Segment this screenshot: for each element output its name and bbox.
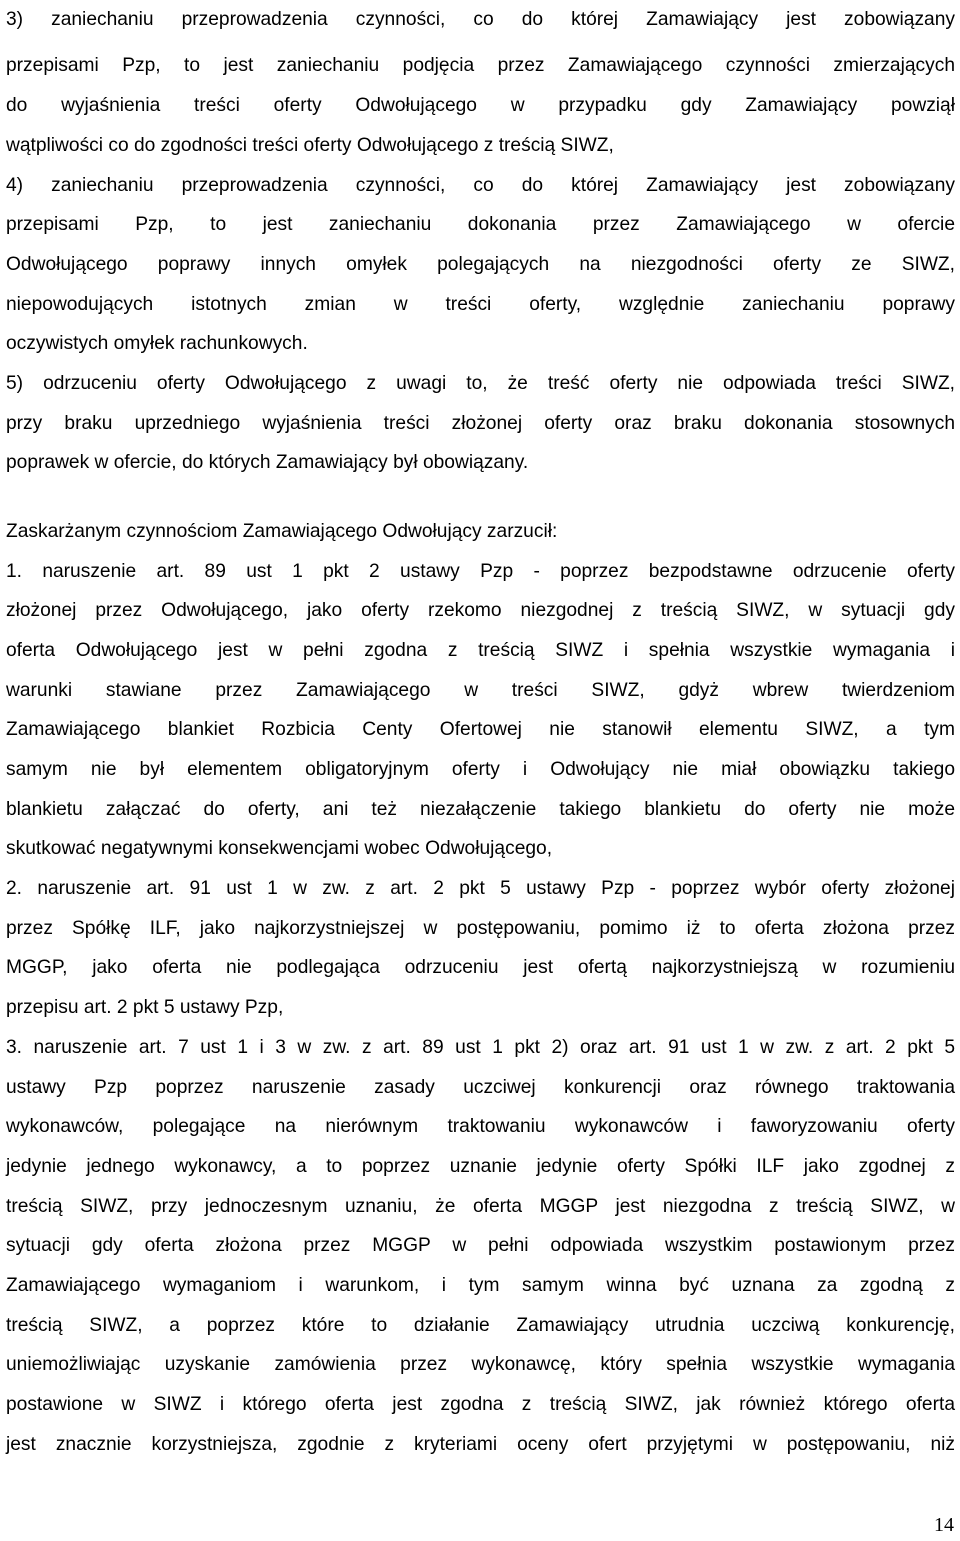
text-line: sytuacji gdy oferta złożona przez MGGP w pełni odpowiada wszystkim postawionym przez (6, 1235, 955, 1256)
text-line: przepisami Pzp, to jest zaniechaniu podjęcia przez Zamawiającego czynności zmierzających (6, 55, 955, 76)
text-line: MGGP, jako oferta nie podlegająca odrzuceniu jest ofertą najkorzystniejszą w rozumieniu (6, 957, 955, 978)
page-number: 14 (934, 1514, 954, 1536)
text-line: oferta Odwołującego jest w pełni zgodna z treścią SIWZ i spełnia wszystkie wymagania i (6, 640, 955, 661)
text-line: do wyjaśnienia treści oferty Odwołującego w przypadku gdy Zamawiający powziął (6, 95, 955, 116)
text-line: 2. naruszenie art. 91 ust 1 w zw. z art. 2 pkt 5 ustawy Pzp - poprzez wybór oferty złożonej (6, 878, 955, 899)
text-line: oczywistych omyłek rachunkowych. (6, 333, 308, 354)
text-line: 4) zaniechaniu przeprowadzenia czynności, co do której Zamawiający jest zobowiązany (6, 175, 955, 196)
text-line: warunki stawiane przez Zamawiającego w treści SIWZ, gdyż wbrew twierdzeniom (6, 680, 955, 701)
text-line: jedynie jednego wykonawcy, a to poprzez uznanie jedynie oferty Spółki ILF jako zgodnej z (6, 1156, 955, 1177)
section-heading: Zaskarżanym czynnościom Zamawiającego Odwołujący zarzucił: (6, 521, 558, 542)
text-line: skutkować negatywnymi konsekwencjami wobec Odwołującego, (6, 838, 553, 859)
text-line: uniemożliwiając uzyskanie zamówienia przez wykonawcę, który spełnia wszystkie wymagania (6, 1354, 955, 1375)
text-line: złożonej przez Odwołującego, jako oferty rzekomo niezgodnej z treścią SIWZ, w sytuacji gdy (6, 600, 955, 621)
text-line: przepisu art. 2 pkt 5 ustawy Pzp, (6, 997, 284, 1018)
text-line: Zamawiającego blankiet Rozbicia Centy Ofertowej nie stanowił elementu SIWZ, a tym (6, 719, 955, 740)
text-line: 3. naruszenie art. 7 ust 1 i 3 w zw. z art. 89 ust 1 pkt 2) oraz art. 91 ust 1 w zw. z art. 2 pkt 5 (6, 1037, 955, 1058)
text-line: przy braku uprzedniego wyjaśnienia treści złożonej oferty oraz braku dokonania stosownych (6, 413, 955, 434)
text-line: wykonawców, polegające na nierównym traktowaniu wykonawców i faworyzowaniu oferty (6, 1116, 955, 1137)
text-line: Odwołującego poprawy innych omyłek polegających na niezgodności oferty ze SIWZ, (6, 254, 955, 275)
text-line: postawione w SIWZ i którego oferta jest zgodna z treścią SIWZ, jak również którego oferta (6, 1394, 955, 1415)
text-line: 1. naruszenie art. 89 ust 1 pkt 2 ustawy Pzp - poprzez bezpodstawne odrzucenie oferty (6, 561, 955, 582)
text-line: treścią SIWZ, przy jednoczesnym uznaniu, że oferta MGGP jest niezgodna z treścią SIWZ, w (6, 1196, 955, 1217)
text-line: Zamawiającego wymaganiom i warunkom, i tym samym winna być uznana za zgodną z (6, 1275, 955, 1296)
text-line: jest znacznie korzystniejsza, zgodnie z kryteriami oceny ofert przyjętymi w postępowaniu, niż (6, 1434, 955, 1455)
text-line: ustawy Pzp poprzez naruszenie zasady uczciwej konkurencji oraz równego traktowania (6, 1077, 955, 1098)
text-line: 5) odrzuceniu oferty Odwołującego z uwagi to, że treść oferty nie odpowiada treści SIWZ, (6, 373, 955, 394)
text-line: blankietu załączać do oferty, ani też niezałączenie takiego blankietu do oferty nie może (6, 799, 955, 820)
text-line: niepowodujących istotnych zmian w treści oferty, względnie zaniechaniu poprawy (6, 294, 955, 315)
text-line: przepisami Pzp, to jest zaniechaniu dokonania przez Zamawiającego w ofercie (6, 214, 955, 235)
text-line: 3) zaniechaniu przeprowadzenia czynności, co do której Zamawiający jest zobowiązany (6, 9, 955, 30)
text-line: poprawek w ofercie, do których Zamawiający był obowiązany. (6, 452, 529, 473)
text-line: przez Spółkę ILF, jako najkorzystniejszej w postępowaniu, pomimo iż to oferta złożona przez (6, 918, 955, 939)
text-line: treścią SIWZ, a poprzez które to działanie Zamawiający utrudnia uczciwą konkurencję, (6, 1315, 955, 1336)
text-line: samym nie był elementem obligatoryjnym oferty i Odwołujący nie miał obowiązku takiego (6, 759, 955, 780)
text-line: wątpliwości co do zgodności treści oferty Odwołującego z treścią SIWZ, (6, 135, 614, 156)
